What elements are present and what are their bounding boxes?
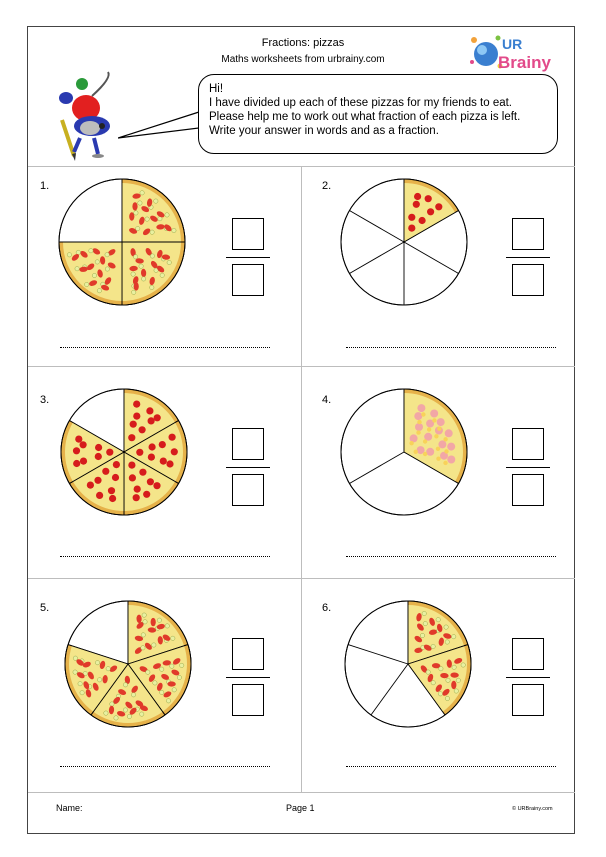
- answer-line-2[interactable]: [346, 347, 556, 348]
- bubble-line-1: Hi!: [209, 83, 224, 95]
- bubble-line-2: I have divided up each of these pizzas for my friends to eat.: [209, 97, 513, 109]
- denominator-box-1[interactable]: [232, 264, 264, 296]
- numerator-box-3[interactable]: [232, 428, 264, 460]
- denominator-box-3[interactable]: [232, 474, 264, 506]
- denominator-box-4[interactable]: [512, 474, 544, 506]
- name-label: Name:: [56, 803, 83, 813]
- fraction-bar-5: [226, 677, 270, 678]
- worksheet-title: Fractions: pizzas: [261, 37, 345, 49]
- pizza-slice: [122, 179, 185, 242]
- numerator-box-4[interactable]: [512, 428, 544, 460]
- logo-text-top: UR: [502, 36, 523, 52]
- question-number-5: 5.: [40, 602, 50, 614]
- denominator-box-2[interactable]: [512, 264, 544, 296]
- fraction-bar-1: [226, 257, 270, 258]
- pizza-question-4: [338, 386, 470, 518]
- answer-line-3[interactable]: [60, 556, 270, 557]
- pizza-question-5: [62, 598, 194, 730]
- numerator-box-5[interactable]: [232, 638, 264, 670]
- mouse-mascot-illustration: [52, 68, 124, 164]
- answer-line-1[interactable]: [60, 347, 270, 348]
- denominator-box-5[interactable]: [232, 684, 264, 716]
- numerator-box-2[interactable]: [512, 218, 544, 250]
- logo-text-bottom: Brainy: [498, 53, 551, 72]
- copyright-notice: © URBrainy.com: [512, 806, 553, 812]
- speech-bubble-tail: [118, 110, 200, 140]
- fraction-bar-3: [226, 467, 270, 468]
- pizza-question-1: [56, 176, 188, 308]
- question-number-4: 4.: [322, 394, 332, 406]
- fraction-bar-6: [506, 677, 550, 678]
- pizza-question-2: [338, 176, 470, 308]
- question-number-2: 2.: [322, 180, 332, 192]
- denominator-box-6[interactable]: [512, 684, 544, 716]
- page-number: Page 1: [286, 803, 315, 813]
- fraction-bar-2: [506, 257, 550, 258]
- pizza-question-6: [342, 598, 474, 730]
- fraction-bar-4: [506, 467, 550, 468]
- pizza-slice: [122, 242, 185, 305]
- pizza-slice: [59, 242, 122, 305]
- answer-line-6[interactable]: [346, 766, 556, 767]
- grid-divider-bottom: [28, 792, 575, 793]
- answer-line-4[interactable]: [346, 556, 556, 557]
- numerator-box-6[interactable]: [512, 638, 544, 670]
- numerator-box-1[interactable]: [232, 218, 264, 250]
- answer-line-5[interactable]: [60, 766, 270, 767]
- speech-bubble: [198, 74, 558, 154]
- grid-divider-vertical: [301, 166, 302, 792]
- question-number-6: 6.: [322, 602, 332, 614]
- bubble-line-3: Please help me to work out what fraction of each pizza is left.: [209, 111, 521, 123]
- bubble-line-4: Write your answer in words and as a fraction.: [209, 125, 439, 137]
- urbrainy-logo: [468, 30, 562, 74]
- worksheet-subtitle: Maths worksheets from urbrainy.com: [221, 54, 385, 65]
- pizza-question-3: [58, 386, 190, 518]
- question-number-1: 1.: [40, 180, 50, 192]
- question-number-3: 3.: [40, 394, 50, 406]
